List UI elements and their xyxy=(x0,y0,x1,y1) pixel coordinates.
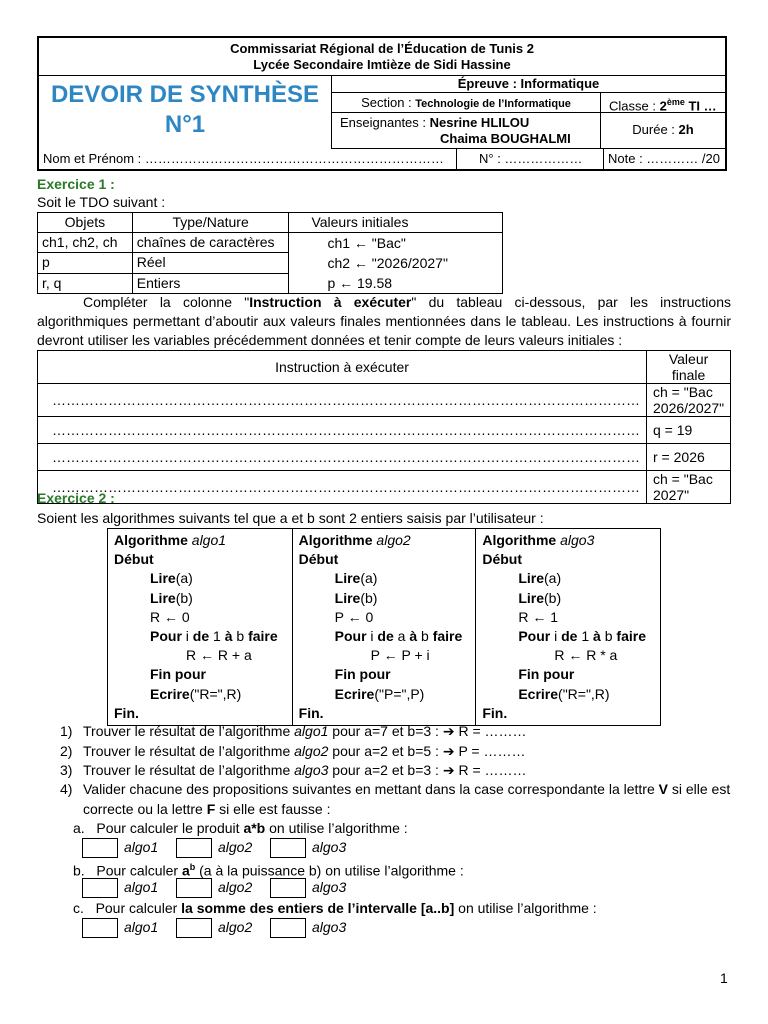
instruction-row xyxy=(38,417,731,444)
kw: faire xyxy=(432,628,463,645)
kw: Lire xyxy=(518,570,545,587)
loop-start: 1 xyxy=(581,628,590,645)
kw: Lire xyxy=(150,570,176,587)
question-text: pour a=2 et b=5 : xyxy=(328,742,443,759)
algorithm-algo1: Algorithme algo1 Début Lire(a) Lire(b) R ← 0 Pour i de 1 à b faire R ← R + a Fin pour Ecrire("R=",R) Fin. xyxy=(108,529,293,726)
tdo-objet: p xyxy=(38,253,133,273)
instruction-row xyxy=(38,384,731,417)
tdo-value-ch1: ch1 ← "Bac" xyxy=(327,235,406,251)
init-statement: R ← 1 xyxy=(518,608,559,625)
kw: Lire xyxy=(334,570,361,587)
tdo-type: Réel xyxy=(132,253,289,273)
loop-body: R ← R + a xyxy=(186,647,252,664)
header-box xyxy=(37,36,727,171)
answer-box[interactable] xyxy=(270,878,306,898)
kw: à xyxy=(593,628,601,645)
classe-value: 2 xyxy=(659,98,667,114)
classe-label: Classe : xyxy=(609,98,660,114)
kw: Fin. xyxy=(482,704,508,721)
classe-cell xyxy=(601,93,725,113)
teacher-2: Chaima BOUGHALMI xyxy=(440,131,571,146)
kw: Début xyxy=(114,551,154,568)
sub-question-c xyxy=(73,899,597,919)
kw: faire xyxy=(248,628,278,645)
question-text: Trouver le résultat de l’algorithme xyxy=(83,742,295,759)
question-4 xyxy=(60,780,740,819)
number-field[interactable]: N° : ……………… xyxy=(457,149,604,169)
question-algo: algo3 xyxy=(294,762,329,778)
header-instruction: Instruction à exécuter xyxy=(38,351,647,384)
answer-box[interactable] xyxy=(270,838,306,858)
answer-field[interactable]: R = ……… xyxy=(454,723,527,739)
institution-header xyxy=(39,38,725,76)
kw: Fin. xyxy=(114,704,139,721)
note-field: Note : ………… /20 xyxy=(608,151,720,166)
kw: de xyxy=(561,628,578,645)
answer-field[interactable]: P = ……… xyxy=(454,742,526,759)
kw: Ecrire xyxy=(150,685,190,702)
section-label: Section : xyxy=(361,95,416,110)
question-3 xyxy=(60,761,740,781)
tdo-type: Entiers xyxy=(132,273,289,293)
loop-body: P ← P + i xyxy=(370,647,430,664)
output-args: ("P=",P) xyxy=(374,685,425,702)
loop-start: a xyxy=(397,628,406,645)
teacher-1: Nesrine HLILOU xyxy=(429,115,530,130)
exercise-1-instructions xyxy=(37,293,731,350)
exercise-2-title: Exercice 2 : xyxy=(37,490,115,506)
instruction-answer-field[interactable]: ……………………………………………………………………………………………………………… xyxy=(38,417,647,444)
classe-rest: TI … xyxy=(684,98,717,114)
algo-name: algo3 xyxy=(560,532,595,548)
choices-c xyxy=(82,918,364,938)
q4-part: si elle est fausse : xyxy=(215,800,331,817)
q4-letter-v: V xyxy=(658,781,668,797)
student-info-row xyxy=(39,149,725,169)
answer-box[interactable] xyxy=(176,838,212,858)
kw: de xyxy=(192,628,210,645)
question-1 xyxy=(60,722,740,742)
exam-title-line1: DEVOIR DE SYNTHÈSE xyxy=(50,81,320,108)
kw: Pour xyxy=(518,628,551,645)
tdo-header-objets: Objets xyxy=(38,213,133,233)
para-part: Compléter la colonne " xyxy=(83,294,250,310)
sub-sup: b xyxy=(189,862,196,872)
sub-label: a. xyxy=(73,820,85,836)
sub-bold: a xyxy=(181,862,190,879)
commissariat-line: Commissariat Régional de l’Éducation de Tunis 2 xyxy=(230,41,534,56)
question-text: pour a=2 et b=3 : xyxy=(328,762,443,778)
lycee-line: Lycée Secondaire Imtièze de Sidi Hassine xyxy=(253,57,511,72)
kw: Fin. xyxy=(298,704,324,721)
section-value: Technologie de l’Informatique xyxy=(415,98,571,110)
output-args: ("R=",R) xyxy=(558,685,610,702)
loop-end: b xyxy=(236,628,245,645)
algo-name: algo2 xyxy=(376,532,411,548)
sub-text: on utilise l’algorithme : xyxy=(265,820,408,836)
final-value: r = 2026 xyxy=(647,444,731,471)
arrow-icon: ➔ xyxy=(442,742,455,759)
loop-end: b xyxy=(604,628,613,645)
sub-bold: la somme des entiers de l’intervalle [a..b] xyxy=(181,900,455,916)
tdo-objet: r, q xyxy=(38,273,133,293)
instruction-table xyxy=(37,350,731,504)
question-4-text xyxy=(83,780,731,819)
choice-label: algo1 xyxy=(124,879,159,895)
choice-label: algo2 xyxy=(218,839,253,855)
question-algo: algo2 xyxy=(294,742,329,759)
enseignantes-label: Enseignantes : xyxy=(340,115,430,130)
exercise-1-title: Exercice 1 : xyxy=(37,176,115,192)
arrow-icon: ➔ xyxy=(442,762,455,778)
kw: Algorithme xyxy=(114,532,192,548)
choices-b xyxy=(82,878,364,898)
kw: à xyxy=(409,628,418,645)
answer-box[interactable] xyxy=(82,838,118,858)
algorithm-algo2: Algorithme algo2 Début Lire(a) Lire(b) P ← 0 Pour i de a à b faire P ← P + i Fin pour Ecrire("P=",P) Fin. xyxy=(292,529,476,726)
name-field[interactable]: Nom et Prénom : …………………………………………………………… xyxy=(39,149,457,169)
answer-box[interactable] xyxy=(82,918,118,938)
answer-box[interactable] xyxy=(82,878,118,898)
duree-cell xyxy=(601,113,725,149)
choice-label: algo2 xyxy=(218,879,253,895)
algorithms-table xyxy=(107,528,661,726)
tdo-table xyxy=(37,212,503,294)
section-cell xyxy=(332,93,601,113)
answer-box[interactable] xyxy=(176,878,212,898)
final-value: ch = "Bac 2026/2027" xyxy=(647,384,731,417)
kw: Lire xyxy=(150,589,176,606)
question-algo: algo1 xyxy=(294,723,329,739)
duree-value: 2h xyxy=(678,122,694,137)
kw: Fin pour xyxy=(518,666,575,683)
choice-label: algo3 xyxy=(312,919,347,935)
tdo-header-type: Type/Nature xyxy=(132,213,289,233)
kw: Lire xyxy=(518,589,545,606)
kw: Début xyxy=(482,551,522,568)
kw: Fin pour xyxy=(334,666,391,683)
epreuve-cell: Épreuve : Informatique xyxy=(332,76,725,93)
init-statement: P ← 0 xyxy=(334,608,374,625)
kw: Pour xyxy=(334,628,367,645)
para-part: " du tableau ci-dessous, par les instructions algorithmiques permettant d’aboutir aux valeurs finales mentionnées dans le tableau. Les instructions à fournir devront utiliser les variables précédemment données et tenir compte de leurs valeurs initiales : xyxy=(37,294,731,348)
kw: Début xyxy=(298,551,339,568)
exam-title xyxy=(39,76,332,149)
sub-bold: a*b xyxy=(243,820,266,836)
final-value: q = 19 xyxy=(647,417,731,444)
q4-part: Valider chacune des propositions suivantes en mettant dans la case correspondante la lettre xyxy=(83,781,659,797)
exam-title-line2: N°1 xyxy=(164,111,206,138)
output-args: ("R=",R) xyxy=(189,685,242,702)
exercise-2-intro: Soient les algorithmes suivants tel que a et b sont 2 entiers saisis par l’utilisateur : xyxy=(37,510,544,526)
tdo-initial-values xyxy=(289,233,503,294)
choice-label: algo3 xyxy=(312,839,347,855)
answer-box[interactable] xyxy=(270,918,306,938)
loop-end: b xyxy=(421,628,429,645)
kw: de xyxy=(377,628,394,645)
question-number: 2) xyxy=(60,742,73,759)
question-2 xyxy=(60,742,740,762)
kw: Fin pour xyxy=(150,666,206,683)
tdo-type: chaînes de caractères xyxy=(132,233,289,253)
exercise-1-intro: Soit le TDO suivant : xyxy=(37,194,166,210)
kw: Ecrire xyxy=(334,685,375,702)
algorithms-row xyxy=(108,529,661,726)
kw: Algorithme xyxy=(482,532,561,548)
loop-body: R ← R * a xyxy=(554,647,618,664)
choice-label: algo1 xyxy=(124,839,159,855)
question-text: pour a=7 et b=3 : xyxy=(328,723,443,739)
question-text: Trouver le résultat de l’algorithme xyxy=(83,762,295,778)
enseignantes-cell xyxy=(332,113,601,149)
answer-box[interactable] xyxy=(176,918,212,938)
question-text: Trouver le résultat de l’algorithme xyxy=(83,723,295,739)
answer-field[interactable]: R = ……… xyxy=(454,762,527,778)
tdo-objet: ch1, ch2, ch xyxy=(38,233,133,253)
kw: Pour xyxy=(150,628,182,645)
algo-name: algo1 xyxy=(191,532,227,548)
sub-text: (a à la puissance b) on utilise l’algorithme : xyxy=(195,862,464,879)
sub-question-a xyxy=(73,819,408,839)
kw: Ecrire xyxy=(518,685,559,702)
kw: faire xyxy=(616,628,646,645)
sub-label: c. xyxy=(73,900,84,916)
tdo-value-ch2: ch2 ← "2026/2027" xyxy=(327,255,448,271)
question-number: 3) xyxy=(60,762,73,778)
instruction-row xyxy=(38,444,731,471)
tdo-row xyxy=(38,233,503,253)
instruction-header-row xyxy=(38,351,731,384)
instruction-answer-field[interactable]: ……………………………………………………………………………………………………………… xyxy=(38,384,647,417)
sub-text: Pour calculer xyxy=(96,862,182,879)
tdo-header-row xyxy=(38,213,503,233)
sub-text: on utilise l’algorithme : xyxy=(454,900,597,916)
choices-a xyxy=(82,838,364,858)
duree-label: Durée : xyxy=(632,122,679,137)
q4-part: si elle est correcte ou la lettre xyxy=(83,781,731,817)
q4-letter-f: F xyxy=(206,800,216,817)
loop-start: 1 xyxy=(213,628,221,645)
para-bold: Instruction à exécuter xyxy=(249,294,412,310)
instruction-row xyxy=(38,471,731,504)
classe-sup: ème xyxy=(666,97,685,107)
page-number: 1 xyxy=(720,970,728,986)
kw: Algorithme xyxy=(298,532,377,548)
instruction-answer-field[interactable]: ……………………………………………………………………………………………………………… xyxy=(38,471,647,504)
final-value: ch = "Bac 2027" xyxy=(647,471,731,504)
questions-block xyxy=(60,722,740,781)
choice-label: algo3 xyxy=(312,879,347,895)
choice-label: algo1 xyxy=(124,919,159,935)
instruction-answer-field[interactable]: ……………………………………………………………………………………………………………… xyxy=(38,444,647,471)
algorithm-algo3: Algorithme algo3 Début Lire(a) Lire(b) R ← 1 Pour i de 1 à b faire R ← R * a Fin pour Ecrire("R=",R) Fin. xyxy=(476,529,661,726)
arrow-icon: ➔ xyxy=(442,723,455,739)
sub-text: Pour calculer le produit xyxy=(96,820,244,836)
choice-label: algo2 xyxy=(218,919,253,935)
kw: à xyxy=(224,628,233,645)
sub-text: Pour calculer xyxy=(95,900,182,916)
tdo-header-valeurs: Valeurs initiales xyxy=(289,213,503,233)
header-valeur-finale: Valeur finale xyxy=(647,351,731,384)
question-number: 4) xyxy=(60,781,73,797)
kw: Lire xyxy=(334,589,361,606)
init-statement: R ← 0 xyxy=(150,608,190,625)
tdo-value-p: p ← 19.58 xyxy=(327,275,393,291)
sub-label: b. xyxy=(73,862,85,879)
question-number: 1) xyxy=(60,723,73,739)
